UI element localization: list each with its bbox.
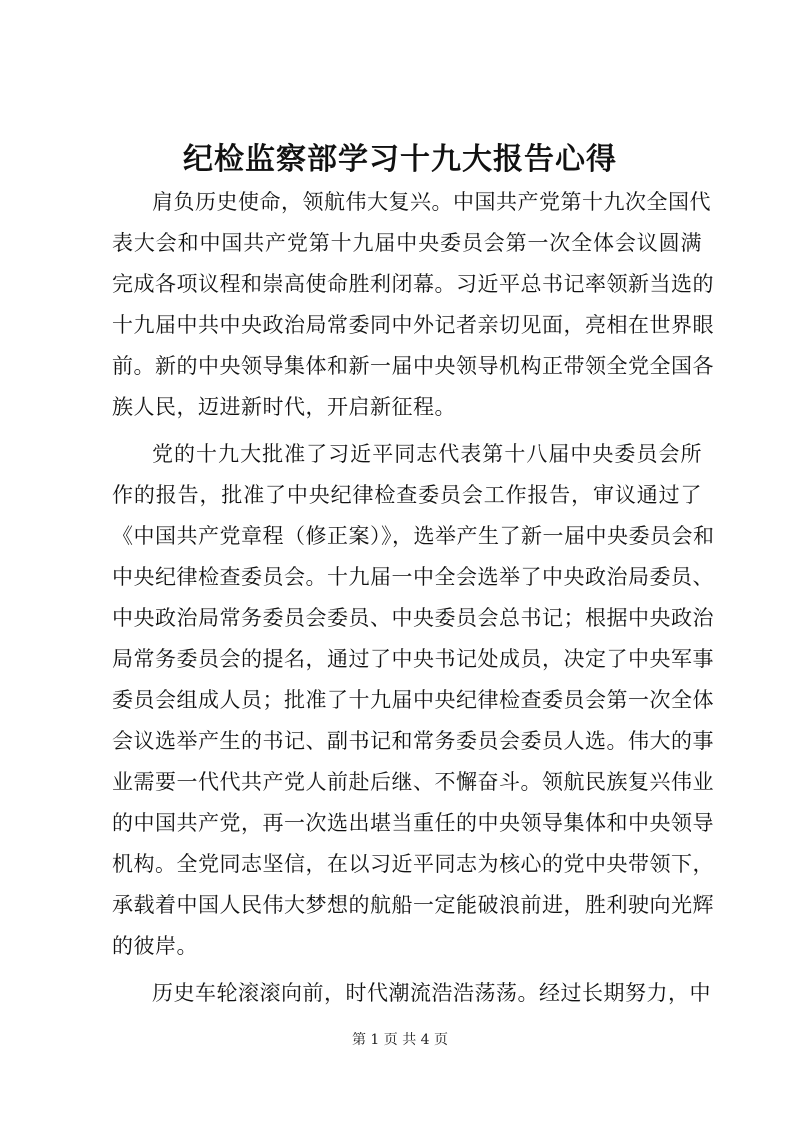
paragraph-line: 机构。全党同志坚信，在以习近平同志为核心的党中央带领下，	[112, 852, 714, 876]
paragraph-line: 的彼岸。	[112, 934, 198, 958]
paragraph-line: 表大会和中国共产党第十九届中央委员会第一次全体会议圆满	[112, 231, 702, 255]
paragraph-line: 党的十九大批准了习近平同志代表第十八届中央委员会所	[152, 442, 702, 466]
paragraph-line: 前。新的中央领导集体和新一届中央领导机构正带领全党全国各	[112, 354, 714, 378]
paragraph-line: 局常务委员会的提名，通过了中央书记处成员，决定了中央军事	[112, 647, 714, 671]
paragraph-line: 完成各项议程和崇高使命胜利闭幕。习近平总书记率领新当选的	[112, 272, 714, 296]
paragraph-line: 业需要一代代共产党人前赴后继、不懈奋斗。领航民族复兴伟业	[112, 770, 714, 794]
paragraph	[112, 182, 714, 428]
paragraph-line: 《中国共产党章程（修正案）》，选举产生了新一届中央委员会和	[112, 524, 715, 548]
paragraph-line: 中央政治局常务委员会委员、中央委员会总书记；根据中央政治	[112, 606, 714, 630]
paragraph-line: 族人民，迈进新时代，开启新征程。	[112, 395, 456, 419]
page-number-footer: 第 1 页 共 4 页	[351, 1032, 449, 1048]
paragraph-line: 的中国共产党，再一次选出堪当重任的中央领导集体和中央领导	[112, 811, 714, 835]
paragraph-line: 历史车轮滚滚向前，时代潮流浩浩荡荡。经过长期努力，中	[152, 981, 711, 1005]
paragraph	[112, 973, 711, 1014]
paragraph	[112, 434, 715, 967]
paragraph-line: 中央纪律检查委员会。十九届一中全会选举了中央政治局委员、	[112, 565, 714, 589]
paragraph-line: 委员会组成人员；批准了十九届中央纪律检查委员会第一次全体	[112, 688, 714, 712]
paragraph-line: 十九届中共中央政治局常委同中外记者亲切见面，亮相在世界眼	[112, 313, 714, 337]
document-title: 纪检监察部学习十九大报告心得	[183, 142, 617, 177]
paragraph-line: 作的报告，批准了中央纪律检查委员会工作报告，审议通过了	[112, 483, 702, 507]
paragraph-line: 会议选举产生的书记、副书记和常务委员会委员人选。伟大的事	[112, 729, 714, 753]
paragraph-line: 承载着中国人民伟大梦想的航船一定能破浪前进，胜利驶向光辉	[112, 893, 714, 917]
document-body	[112, 182, 715, 1014]
paragraph-line: 肩负历史使命，领航伟大复兴。中国共产党第十九次全国代	[152, 190, 711, 214]
